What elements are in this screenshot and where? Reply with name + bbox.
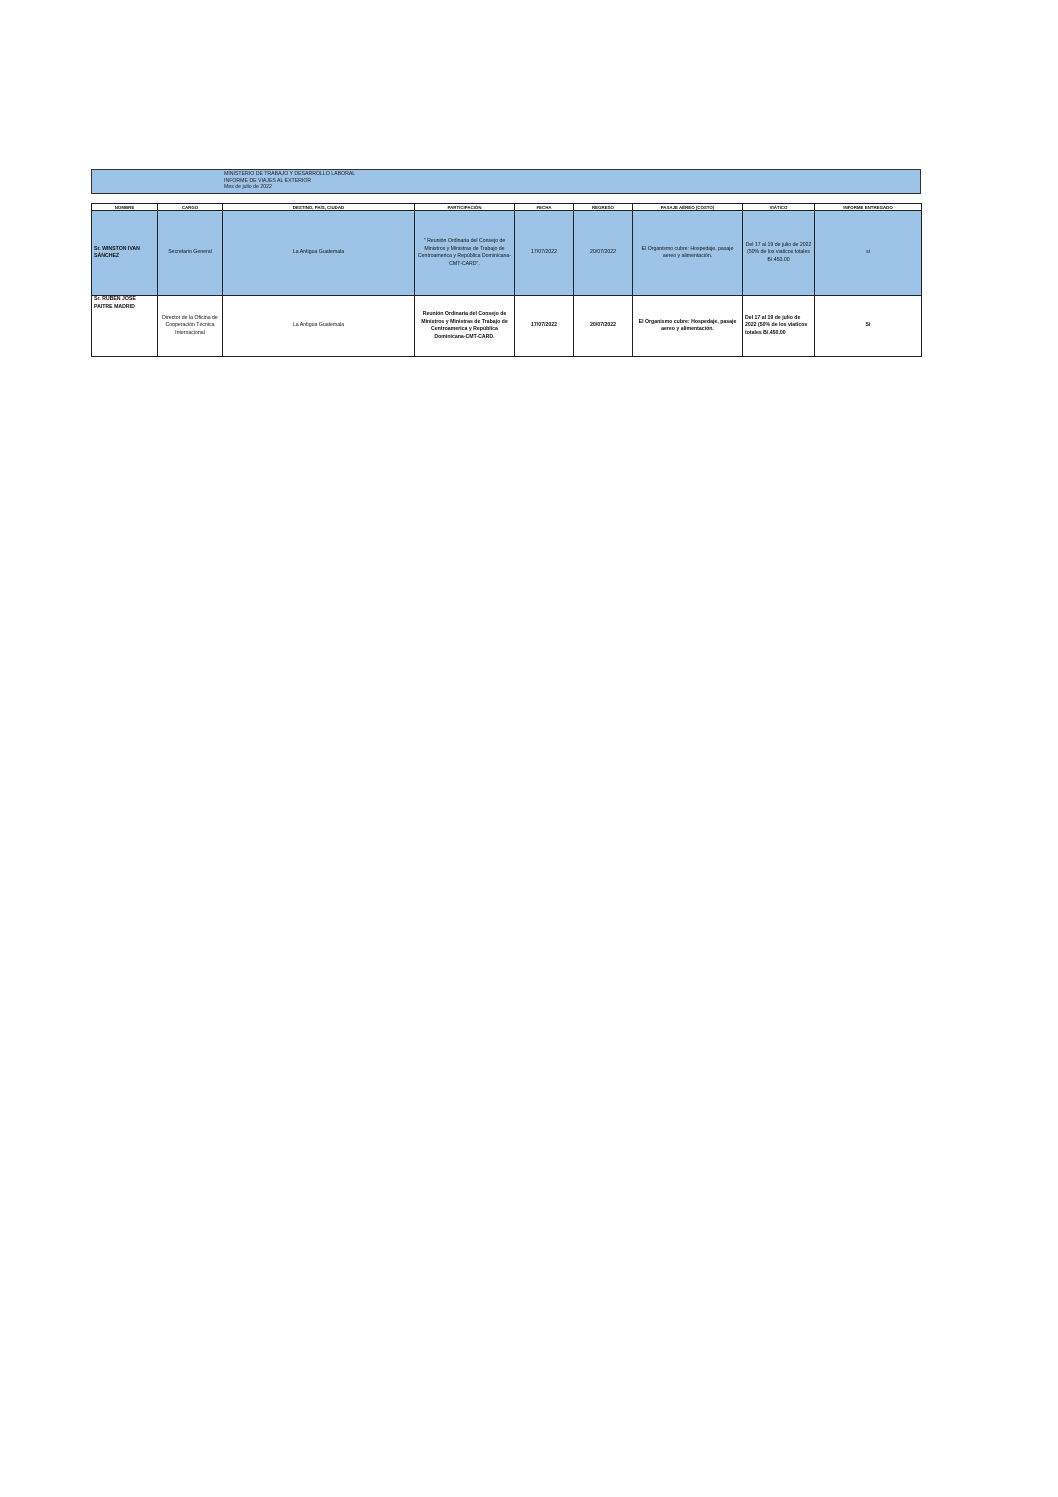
report-header [91,169,921,194]
cell-destino: La Antigua Guatemala [223,211,415,296]
column-header: NOMBRE [92,204,158,211]
column-header: VIÁTICO [743,204,815,211]
cell-viatico: Del 17 al 19 de julio de 2022 (50% de los viaticos totales B/.450.00 [743,211,815,296]
column-header: DESTINO, PAÍS, CIUDAD [223,204,415,211]
table-header-row [92,204,922,211]
column-header: PARTICIPACIÓN [415,204,515,211]
cell-regreso: 20/07/2022 [574,296,633,357]
cell-name: Sr. RUBEN JOSE PAITRE MADRID [92,296,158,357]
cell-name: Sr. WINSTON IVAN SÁNCHEZ [92,211,158,296]
column-header: REGRESO [574,204,633,211]
table-row [92,211,922,296]
cell-pasaje: El Organismo cubre: Hospedaje, pasaje aereo y alimentación. [633,296,743,357]
report-period: Mes de julio de 2022 [224,184,272,191]
cell-cargo: Director de la Oficina de Cooperación Técnica Internacional [158,296,223,357]
cell-regreso: 20/07/2022 [574,211,633,296]
cell-fecha: 17/07/2022 [515,296,574,357]
cell-destino: La Antigua Guatemala [223,296,415,357]
ministry-name: MINISTERIO DE TRABAJO Y DESARROLLO LABORAL [224,171,356,177]
cell-informe: Si [815,296,922,357]
cell-fecha: 17/07/2022 [515,211,574,296]
cell-participacion: " Reunión Ordinaria del Consejo de Ministros y Ministras de Trabajo de Centroamerica y República Dominicana-CMT-CARD". [415,211,515,296]
cell-pasaje: El Organismo cubre: Hospedaje, pasaje aereo y alimentación. [633,211,743,296]
travel-report-table [91,203,922,357]
column-header: FECHA [515,204,574,211]
column-header: PASAJE AÉREO (COSTO) [633,204,743,211]
header-text [224,171,355,191]
cell-participacion: Reunión Ordinaria del Consejo de Ministros y Ministras de Trabajo de Centroamerica y República Dominicana-CMT-CARD. [415,296,515,357]
cell-cargo: Secretario General [158,211,223,296]
column-header: CARGO [158,204,223,211]
cell-informe: si [815,211,922,296]
cell-viatico: Del 17 al 19 de julio de 2022 (50% de los viaticos totales B/.450.00 [743,296,815,357]
column-header: INFORME ENTREGADO [815,204,922,211]
report-title: INFORME DE VIAJES AL EXTERIOR [224,177,312,184]
table-row [92,296,922,357]
